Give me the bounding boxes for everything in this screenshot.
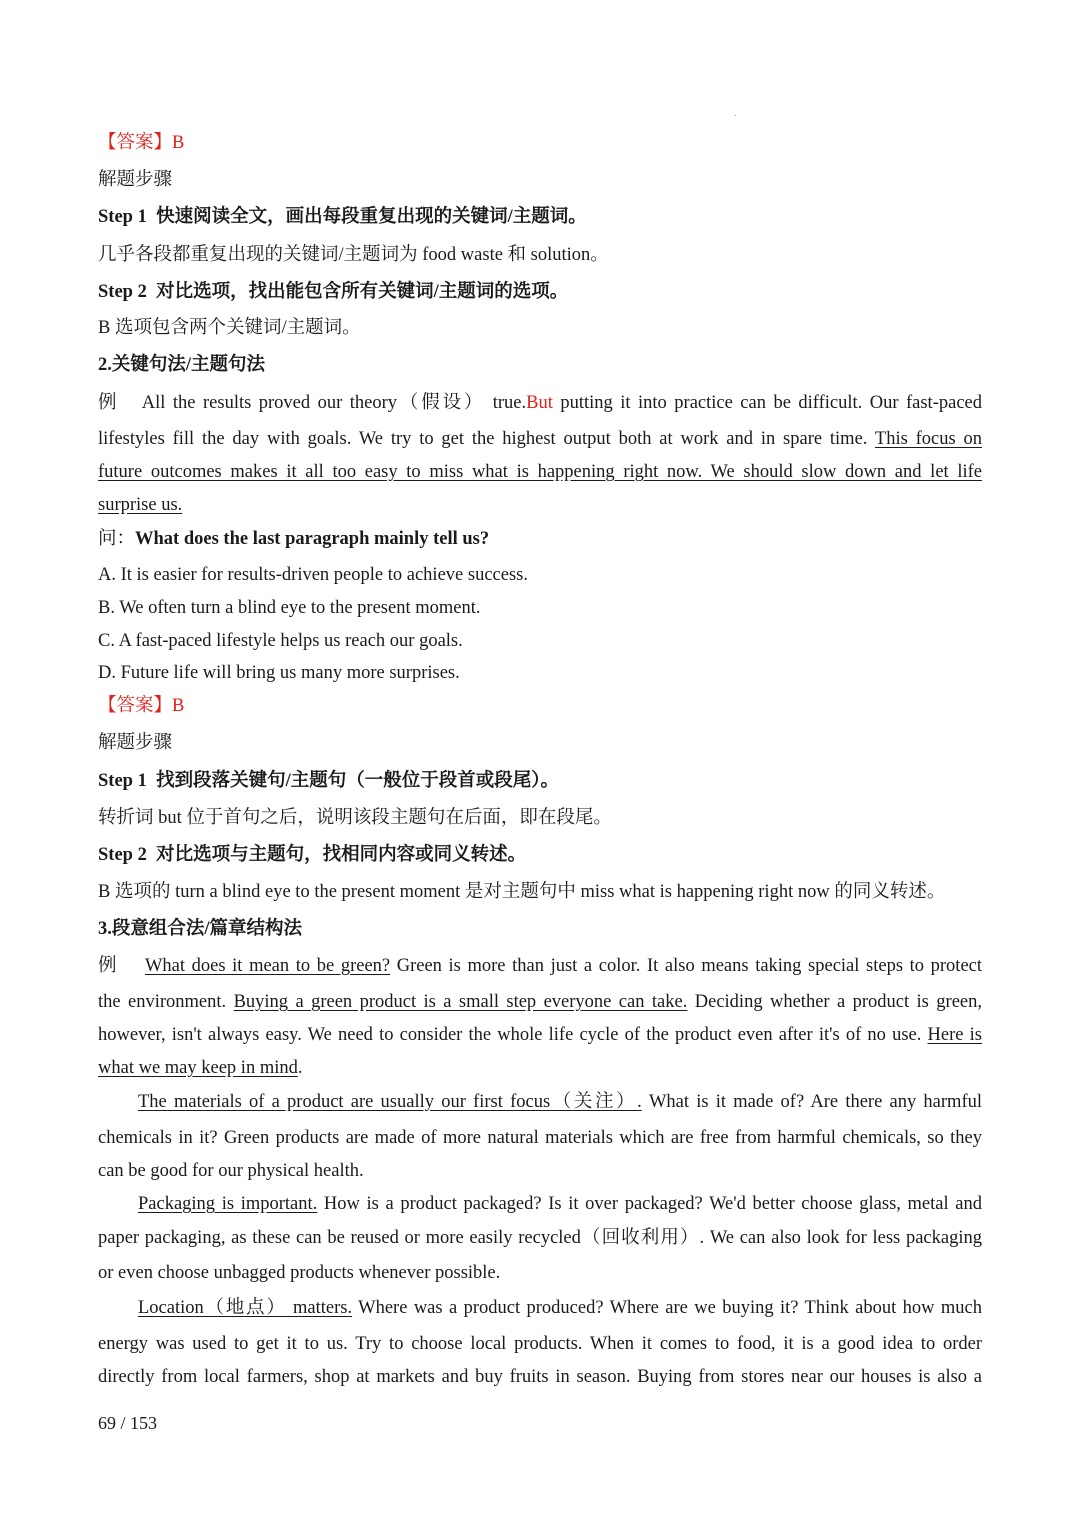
scan-dot xyxy=(735,115,736,116)
example-3-p1-line-4: what we may keep in mind. xyxy=(98,1058,303,1078)
example-3-p2-line-3: can be good for our physical health. xyxy=(98,1161,364,1181)
example-3-p3-line-2: paper packaging, as these can be reused or more easily recycled（回收利用）. We can also look for less packaging xyxy=(98,1228,982,1248)
example-3-p2-line-2: chemicals in it? Green products are made of more natural materials which are free from harmful chemicals, so they xyxy=(98,1128,982,1148)
example-3-p1-line-2: the environment. Buying a green product is a small step everyone can take. Deciding whether a product is green, xyxy=(98,992,982,1012)
step1-line-1: Step 1 快速阅读全文，画出每段重复出现的关键词/主题词。 xyxy=(98,207,587,227)
example-2-line-2: lifestyles fill the day with goals. We try to get the highest output both at work and in spare time. This focus on xyxy=(98,429,982,449)
example-3-p4-line-1: Location（地点） matters. Where was a product produced? Where are we buying it? Think about how much xyxy=(138,1298,982,1318)
section-2-title: 2.关键句法/主题句法 xyxy=(98,355,266,375)
option-b: B. We often turn a blind eye to the present moment. xyxy=(98,598,481,618)
section-3-title: 3.段意组合法/篇章结构法 xyxy=(98,919,303,939)
example-2-line-1: 例 All the results proved our theory（假设） true.But putting it into practice can be difficult. Our fast-paced xyxy=(98,393,982,413)
option-c: C. A fast-paced lifestyle helps us reach our goals. xyxy=(98,631,463,651)
option-d: D. Future life will bring us many more surprises. xyxy=(98,663,460,683)
option-a: A. It is easier for results-driven people to achieve success. xyxy=(98,565,528,585)
step2-line-2: Step 2 对比选项与主题句，找相同内容或同义转述。 xyxy=(98,845,527,865)
answer-line-2: 【答案】B xyxy=(98,696,185,716)
example-2-line-3: future outcomes makes it all too easy to miss what is happening right now. We should slow down and let life xyxy=(98,462,982,482)
answer-label: 【答案】 xyxy=(98,133,173,153)
example-3-p1-line-3: however, isn't always easy. We need to consider the whole life cycle of the product even after it's of no use. Here is xyxy=(98,1025,982,1045)
example-3-p2-line-1: The materials of a product are usually our first focus（关注）. What is it made of? Are there any harmful xyxy=(138,1092,982,1112)
answer-line-1 xyxy=(98,131,982,155)
example-3-p4-line-3: directly from local farmers, shop at markets and buy fruits in season. Buying from stores near our houses is also a xyxy=(98,1367,982,1387)
step1-detail-2: 转折词 but 位于首句之后，说明该段主题句在后面，即在段尾。 xyxy=(98,808,612,828)
example-3-p4-line-2: energy was used to get it to us. Try to choose local products. When it comes to food, it is a good idea to order xyxy=(98,1334,982,1354)
answer-value: B xyxy=(172,133,185,153)
example-3-p3-line-1: Packaging is important. How is a product packaged? Is it over packaged? We'd better choose glass, metal and xyxy=(138,1194,982,1214)
steps-title-2: 解题步骤 xyxy=(98,733,173,753)
question-line: 问：What does the last paragraph mainly tell us? xyxy=(98,529,490,549)
step2-detail-1: B 选项包含两个关键词/主题词。 xyxy=(98,318,361,338)
step2-detail-2: B 选项的 turn a blind eye to the present moment 是对主题句中 miss what is happening right now 的同义转述。 xyxy=(98,882,946,902)
page-number: 69 / 153 xyxy=(98,1413,158,1433)
step1-detail-1: 几乎各段都重复出现的关键词/主题词为 food waste 和 solution。 xyxy=(98,245,609,265)
step1-line-2: Step 1 找到段落关键句/主题句（一般位于段首或段尾）。 xyxy=(98,771,559,791)
example-2-line-4: surprise us. xyxy=(98,495,183,515)
example-3-p3-line-3: or even choose unbagged products whenever possible. xyxy=(98,1263,501,1283)
step2-line-1: Step 2 对比选项，找出能包含所有关键词/主题词的选项。 xyxy=(98,282,569,302)
steps-title-1: 解题步骤 xyxy=(98,170,173,190)
example-3-p1-line-1: 例 What does it mean to be green? Green is more than just a color. It also means taking special steps to protect xyxy=(98,956,983,976)
